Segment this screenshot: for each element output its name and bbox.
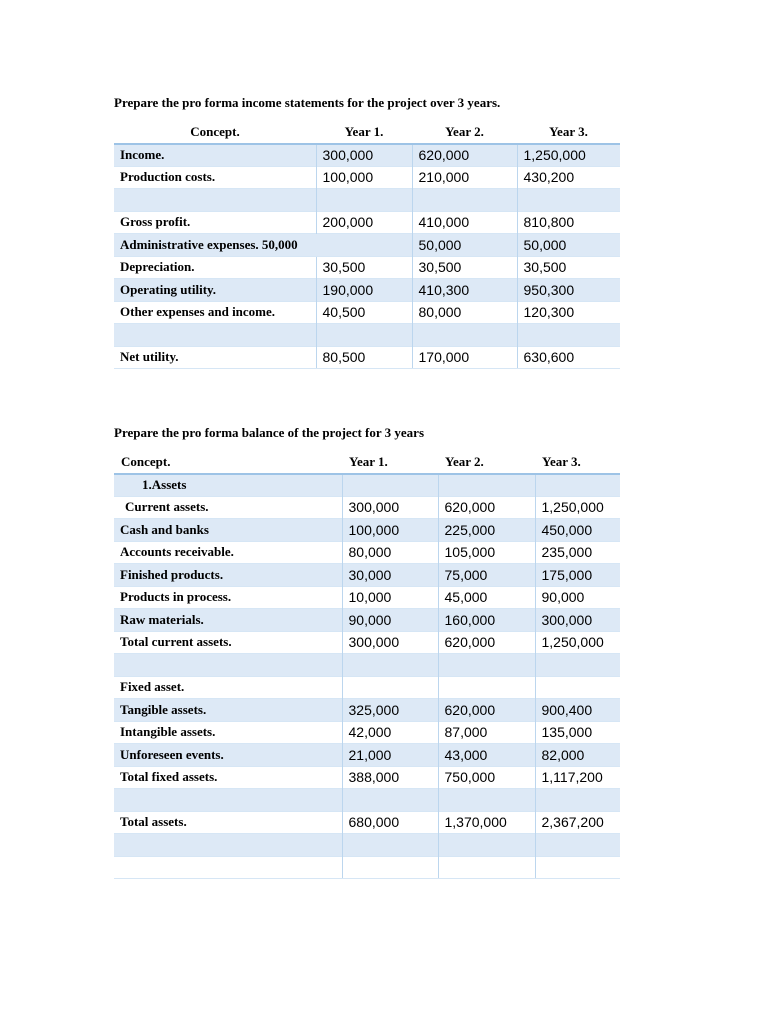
year-3-cell: 1,250,000 [517, 144, 620, 167]
table-row [114, 189, 620, 212]
concept-cell: Total current assets. [114, 631, 342, 654]
concept-cell [114, 324, 316, 347]
year-3-cell: 900,400 [535, 699, 620, 722]
table-row [114, 631, 620, 654]
year-1-cell [342, 474, 438, 497]
year-2-cell: 87,000 [438, 721, 535, 744]
year-2-cell: 210,000 [412, 166, 517, 189]
year-1-cell: 21,000 [342, 744, 438, 767]
concept-cell: Income. [114, 144, 316, 167]
year-2-cell [438, 474, 535, 497]
concept-cell [114, 834, 342, 857]
concept-cell [114, 189, 316, 212]
table-row [114, 654, 620, 677]
year-1-cell: 300,000 [342, 496, 438, 519]
table-row [114, 519, 620, 542]
header-year-1: Year 1. [316, 121, 412, 144]
year-3-cell: 1,250,000 [535, 496, 620, 519]
year-3-cell [535, 856, 620, 879]
year-3-cell: 90,000 [535, 586, 620, 609]
year-3-cell: 430,200 [517, 166, 620, 189]
year-1-cell [342, 654, 438, 677]
concept-cell: Gross profit. [114, 211, 316, 234]
year-1-cell: 100,000 [342, 519, 438, 542]
year-2-cell [438, 654, 535, 677]
table-row [114, 346, 620, 369]
year-3-cell: 120,300 [517, 301, 620, 324]
year-2-cell: 80,000 [412, 301, 517, 324]
concept-cell [114, 856, 342, 879]
concept-cell: Operating utility. [114, 279, 316, 302]
concept-cell: Accounts receivable. [114, 541, 342, 564]
table-row [114, 609, 620, 632]
year-2-cell: 620,000 [412, 144, 517, 167]
balance-sheet-table [114, 451, 620, 879]
year-1-cell: 30,500 [316, 256, 412, 279]
concept-cell: 1.Assets [114, 474, 342, 497]
year-2-cell: 620,000 [438, 631, 535, 654]
concept-cell: Production costs. [114, 166, 316, 189]
year-3-cell: 810,800 [517, 211, 620, 234]
concept-cell: Cash and banks [114, 519, 342, 542]
year-1-cell [316, 324, 412, 347]
year-2-cell [438, 856, 535, 879]
year-2-cell [438, 834, 535, 857]
year-1-cell: 680,000 [342, 811, 438, 834]
table-header-row [114, 451, 620, 474]
table-row [114, 856, 620, 879]
year-3-cell: 30,500 [517, 256, 620, 279]
year-3-cell: 630,600 [517, 346, 620, 369]
year-3-cell: 950,300 [517, 279, 620, 302]
table-row [114, 211, 620, 234]
year-2-cell: 75,000 [438, 564, 535, 587]
year-2-cell: 43,000 [438, 744, 535, 767]
concept-cell: Finished products. [114, 564, 342, 587]
table-row [114, 834, 620, 857]
table-row [114, 496, 620, 519]
table-row [114, 789, 620, 812]
table-row [114, 766, 620, 789]
header-year-2: Year 2. [412, 121, 517, 144]
year-1-cell: 300,000 [342, 631, 438, 654]
table-row [114, 541, 620, 564]
year-3-cell: 235,000 [535, 541, 620, 564]
concept-cell: Current assets. [114, 496, 342, 519]
table-row [114, 474, 620, 497]
table-row [114, 811, 620, 834]
year-3-cell: 50,000 [517, 234, 620, 257]
table-row [114, 324, 620, 347]
table-row [114, 699, 620, 722]
balance-sheet-title: Prepare the pro forma balance of the project for 3 years [114, 425, 425, 440]
year-1-cell: 40,500 [316, 301, 412, 324]
year-2-cell: 50,000 [412, 234, 517, 257]
year-1-cell: 388,000 [342, 766, 438, 789]
year-3-cell: 135,000 [535, 721, 620, 744]
year-2-cell: 170,000 [412, 346, 517, 369]
year-1-cell [342, 676, 438, 699]
year-2-cell: 225,000 [438, 519, 535, 542]
year-3-cell: 2,367,200 [535, 811, 620, 834]
concept-cell: Tangible assets. [114, 699, 342, 722]
year-2-cell: 1,370,000 [438, 811, 535, 834]
concept-cell: Total fixed assets. [114, 766, 342, 789]
year-1-cell: 10,000 [342, 586, 438, 609]
year-3-cell [535, 654, 620, 677]
year-2-cell: 410,000 [412, 211, 517, 234]
year-3-cell [535, 789, 620, 812]
year-1-cell: 80,000 [342, 541, 438, 564]
year-3-cell [535, 676, 620, 699]
table-row [114, 721, 620, 744]
year-2-cell [438, 789, 535, 812]
year-3-cell: 1,117,200 [535, 766, 620, 789]
year-2-cell: 620,000 [438, 496, 535, 519]
year-2-cell: 45,000 [438, 586, 535, 609]
table-row [114, 744, 620, 767]
year-2-cell [412, 189, 517, 212]
year-1-cell: 42,000 [342, 721, 438, 744]
year-1-cell: 325,000 [342, 699, 438, 722]
year-2-cell: 750,000 [438, 766, 535, 789]
header-concept: Concept. [114, 451, 342, 474]
income-statement-table [114, 121, 620, 369]
year-2-cell: 30,500 [412, 256, 517, 279]
year-2-cell: 620,000 [438, 699, 535, 722]
year-3-cell [517, 324, 620, 347]
year-3-cell [535, 834, 620, 857]
concept-cell: Fixed asset. [114, 676, 342, 699]
year-1-cell [316, 189, 412, 212]
concept-cell: Depreciation. [114, 256, 316, 279]
table-row [114, 256, 620, 279]
table-row [114, 586, 620, 609]
year-3-cell: 1,250,000 [535, 631, 620, 654]
concept-cell: Raw materials. [114, 609, 342, 632]
year-2-cell: 410,300 [412, 279, 517, 302]
header-year-3: Year 3. [517, 121, 620, 144]
header-year-3: Year 3. [535, 451, 620, 474]
year-1-cell [342, 834, 438, 857]
table-row [114, 144, 620, 167]
concept-cell [114, 789, 342, 812]
header-concept: Concept. [114, 121, 316, 144]
concept-cell [114, 654, 342, 677]
concept-cell: Unforeseen events. [114, 744, 342, 767]
year-3-cell [517, 189, 620, 212]
year-1-cell: 300,000 [316, 144, 412, 167]
year-3-cell [535, 474, 620, 497]
year-1-cell: 90,000 [342, 609, 438, 632]
year-2-cell [412, 324, 517, 347]
concept-cell: Total assets. [114, 811, 342, 834]
table-header-row [114, 121, 620, 144]
year-2-cell: 160,000 [438, 609, 535, 632]
table-row [114, 564, 620, 587]
header-year-1: Year 1. [342, 451, 438, 474]
table-row [114, 166, 620, 189]
year-1-cell: 200,000 [316, 211, 412, 234]
year-1-cell: 30,000 [342, 564, 438, 587]
table-row [114, 279, 620, 302]
concept-cell: Net utility. [114, 346, 316, 369]
year-3-cell: 300,000 [535, 609, 620, 632]
year-1-cell [342, 856, 438, 879]
year-2-cell [438, 676, 535, 699]
year-1-cell: 100,000 [316, 166, 412, 189]
year-2-cell: 105,000 [438, 541, 535, 564]
year-1-cell: 190,000 [316, 279, 412, 302]
table-row [114, 676, 620, 699]
income-statement-title: Prepare the pro forma income statements for the project over 3 years. [114, 95, 501, 110]
year-1-cell [342, 789, 438, 812]
concept-cell: Administrative expenses. 50,000 [114, 234, 412, 257]
year-3-cell: 82,000 [535, 744, 620, 767]
table-row [114, 301, 620, 324]
table-row [114, 234, 620, 257]
concept-cell: Intangible assets. [114, 721, 342, 744]
concept-cell: Other expenses and income. [114, 301, 316, 324]
year-3-cell: 175,000 [535, 564, 620, 587]
concept-cell: Products in process. [114, 586, 342, 609]
year-1-cell: 80,500 [316, 346, 412, 369]
header-year-2: Year 2. [438, 451, 535, 474]
year-3-cell: 450,000 [535, 519, 620, 542]
